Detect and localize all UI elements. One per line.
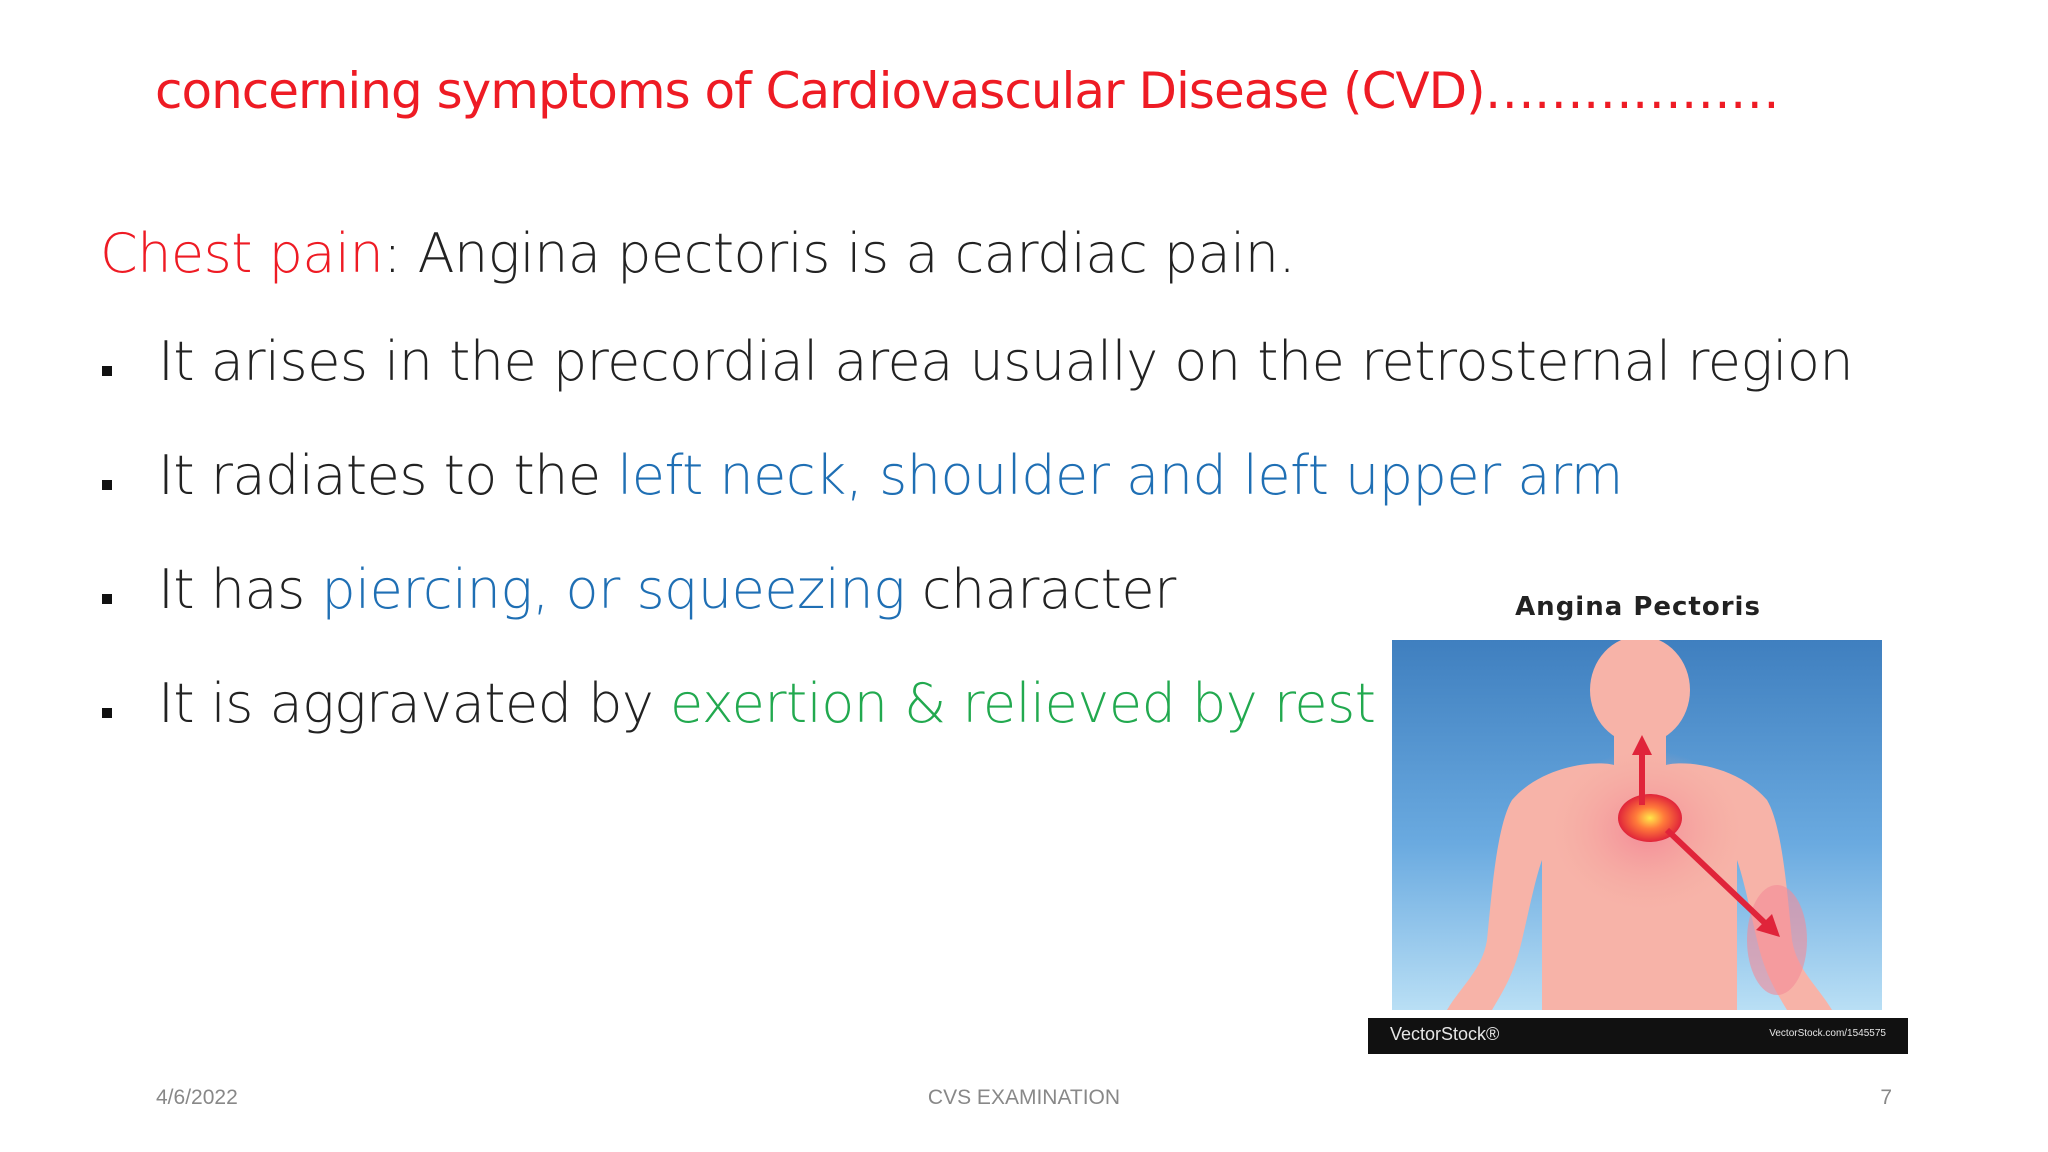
- watermark-ref: VectorStock.com/1545575: [1769, 1028, 1886, 1039]
- bullet-plain-text: It arises in the precordial area usually on the retrosternal region: [158, 330, 1854, 393]
- bullet-text: [158, 444, 1623, 507]
- slide-title: concerning symptoms of Cardiovascular Disease (CVD)………………: [155, 62, 1779, 120]
- square-bullet-icon: [102, 594, 112, 604]
- body-illustration: [1392, 640, 1882, 1010]
- lead-text: : Angina pectoris is a cardiac pain.: [383, 222, 1296, 285]
- bullet-text: [158, 672, 1375, 735]
- watermark-brand: VectorStock®: [1390, 1024, 1500, 1044]
- bullet-highlight-text: exertion & relieved by rest: [670, 672, 1376, 735]
- chest-pain-label: Chest pain: [100, 222, 384, 285]
- bullet-text: [158, 330, 1853, 393]
- angina-illustration: [1368, 592, 1908, 1054]
- bullet-highlight-text: piercing, or squeezing: [321, 558, 906, 621]
- bullet-plain-text-end: character: [905, 558, 1176, 621]
- bullet-plain-text: It is aggravated by: [158, 672, 671, 735]
- square-bullet-icon: [102, 708, 112, 718]
- lead-line: [100, 222, 1295, 285]
- human-torso-icon: [1392, 640, 1882, 1010]
- page-number: 7: [1880, 1086, 1892, 1109]
- watermark-bar: [1368, 1018, 1908, 1054]
- bullet-highlight-text: left neck, shoulder and left upper arm: [617, 444, 1623, 507]
- square-bullet-icon: [102, 480, 112, 490]
- footer-title: CVS EXAMINATION: [927, 1086, 1121, 1109]
- illustration-title: Angina Pectoris: [1515, 592, 1761, 622]
- bullet-plain-text: It has: [158, 558, 322, 621]
- footer-date: 4/6/2022: [156, 1086, 238, 1109]
- bullet-plain-text: It radiates to the: [158, 444, 618, 507]
- square-bullet-icon: [102, 366, 112, 376]
- bullet-text: [158, 558, 1176, 621]
